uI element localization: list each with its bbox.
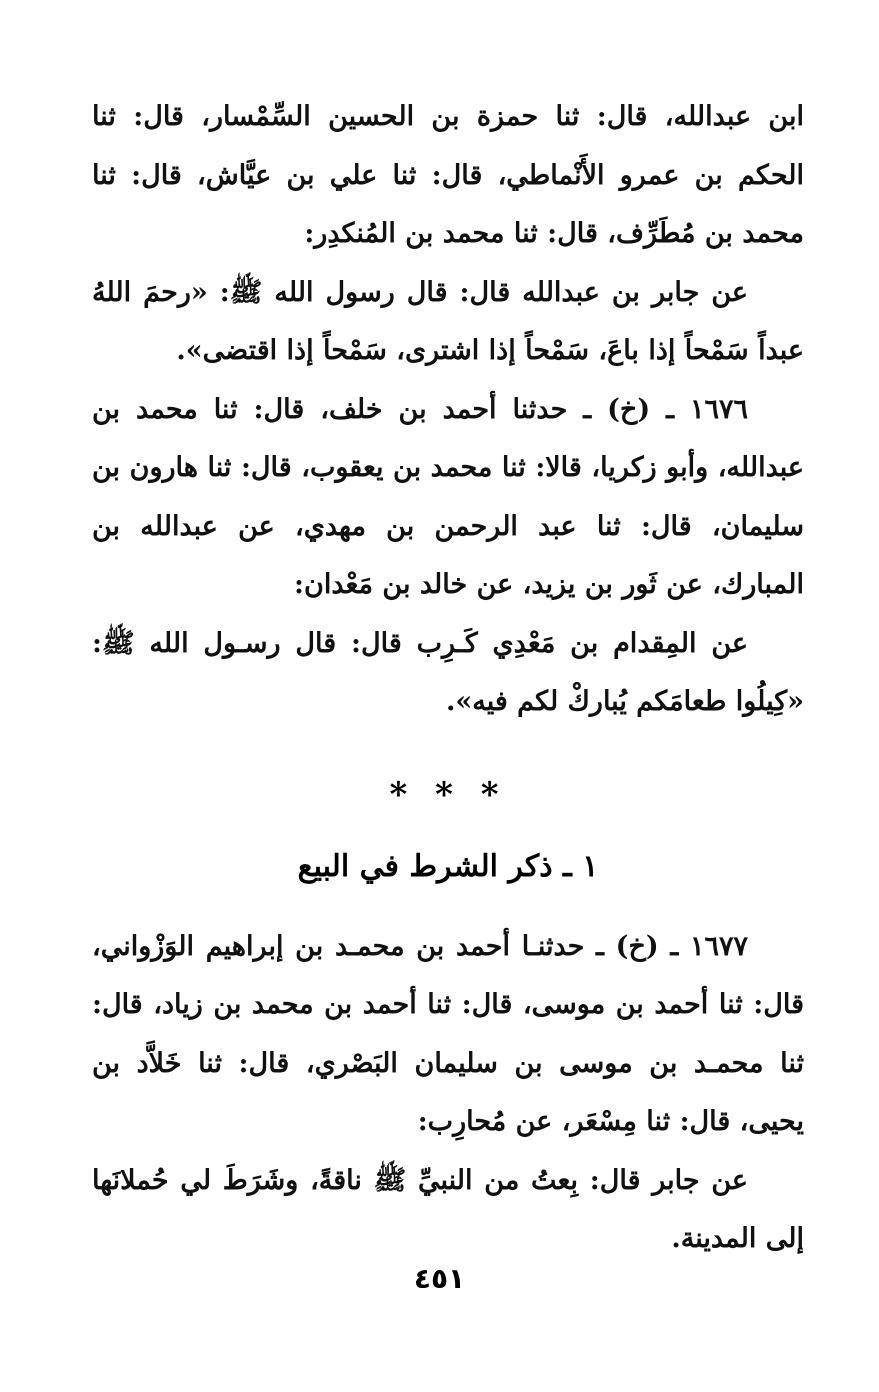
hadith-1676-isnad: ١٦٧٦ ـ (خ) ـ حدثنا أحمد بن خلف، قال: ثنا محمد بن عبدالله، وأبو زكريا، قالا: ثنا محمد بن يعقوب، قال: ثنا هارون بن سليمان، قال: ثنا عبد الرحمن بن مهدي، عن عبدالله بن المبارك، عن ثَور بن يزيد، عن خالد بن مَعْدان: — [92, 393, 804, 600]
isnad-paragraph-continued: ابن عبدالله، قال: ثنا حمزة بن الحسين السِّمْسار، قال: ثنا الحكم بن عمرو الأَنْماطي، قال: ثنا علي بن عيَّاش، قال: ثنا محمد بن مُطَرِّف، قال: ثنا محمد بن المُنكدِر: — [92, 101, 804, 249]
hadith-text-miqdam: عن المِقدام بن مَعْدِي كَـرِب قال: قال رسـول الله ﷺ: «كِيلُوا طعامَكم يُباركْ لكم فيه». — [92, 627, 804, 717]
section-heading: ١ ـ ذكر الشرط في البيع — [297, 848, 599, 884]
hadith-text-jabir-samhan: عن جابر بن عبدالله قال: قال رسول الله ﷺ: «رحمَ اللهُ عبداً سَمْحاً إذا باعَ، سَمْحاً إذا اشترى، سَمْحاً إذا اقتضى». — [92, 276, 804, 366]
hadith-1677-isnad: ١٦٧٧ ـ (خ) ـ حدثنـا أحمد بن محمـد بن إبراهيم الوَزْواني، قال: ثنا أحمد بن موسى، قال: ثنا أحمد بن محمد بن زياد، قال: ثنا محمـد بن موسى بن سليمان البَصْري، قال: ثنا خَلاَّد بن يحيى، قال: ثنا مِسْعَر، عن مُحارِب: — [92, 930, 804, 1137]
section-separator: * * * — [389, 774, 507, 815]
page-text-block — [92, 88, 804, 1269]
page-number: ٤٥١ — [413, 1262, 466, 1295]
hadith-text-jabir-naqa: عن جابر قال: بِعتُ من النبيِّ ﷺ ناقةً، وشَرَطَ لي حُملانَها إلى المدينة. — [92, 1164, 804, 1254]
